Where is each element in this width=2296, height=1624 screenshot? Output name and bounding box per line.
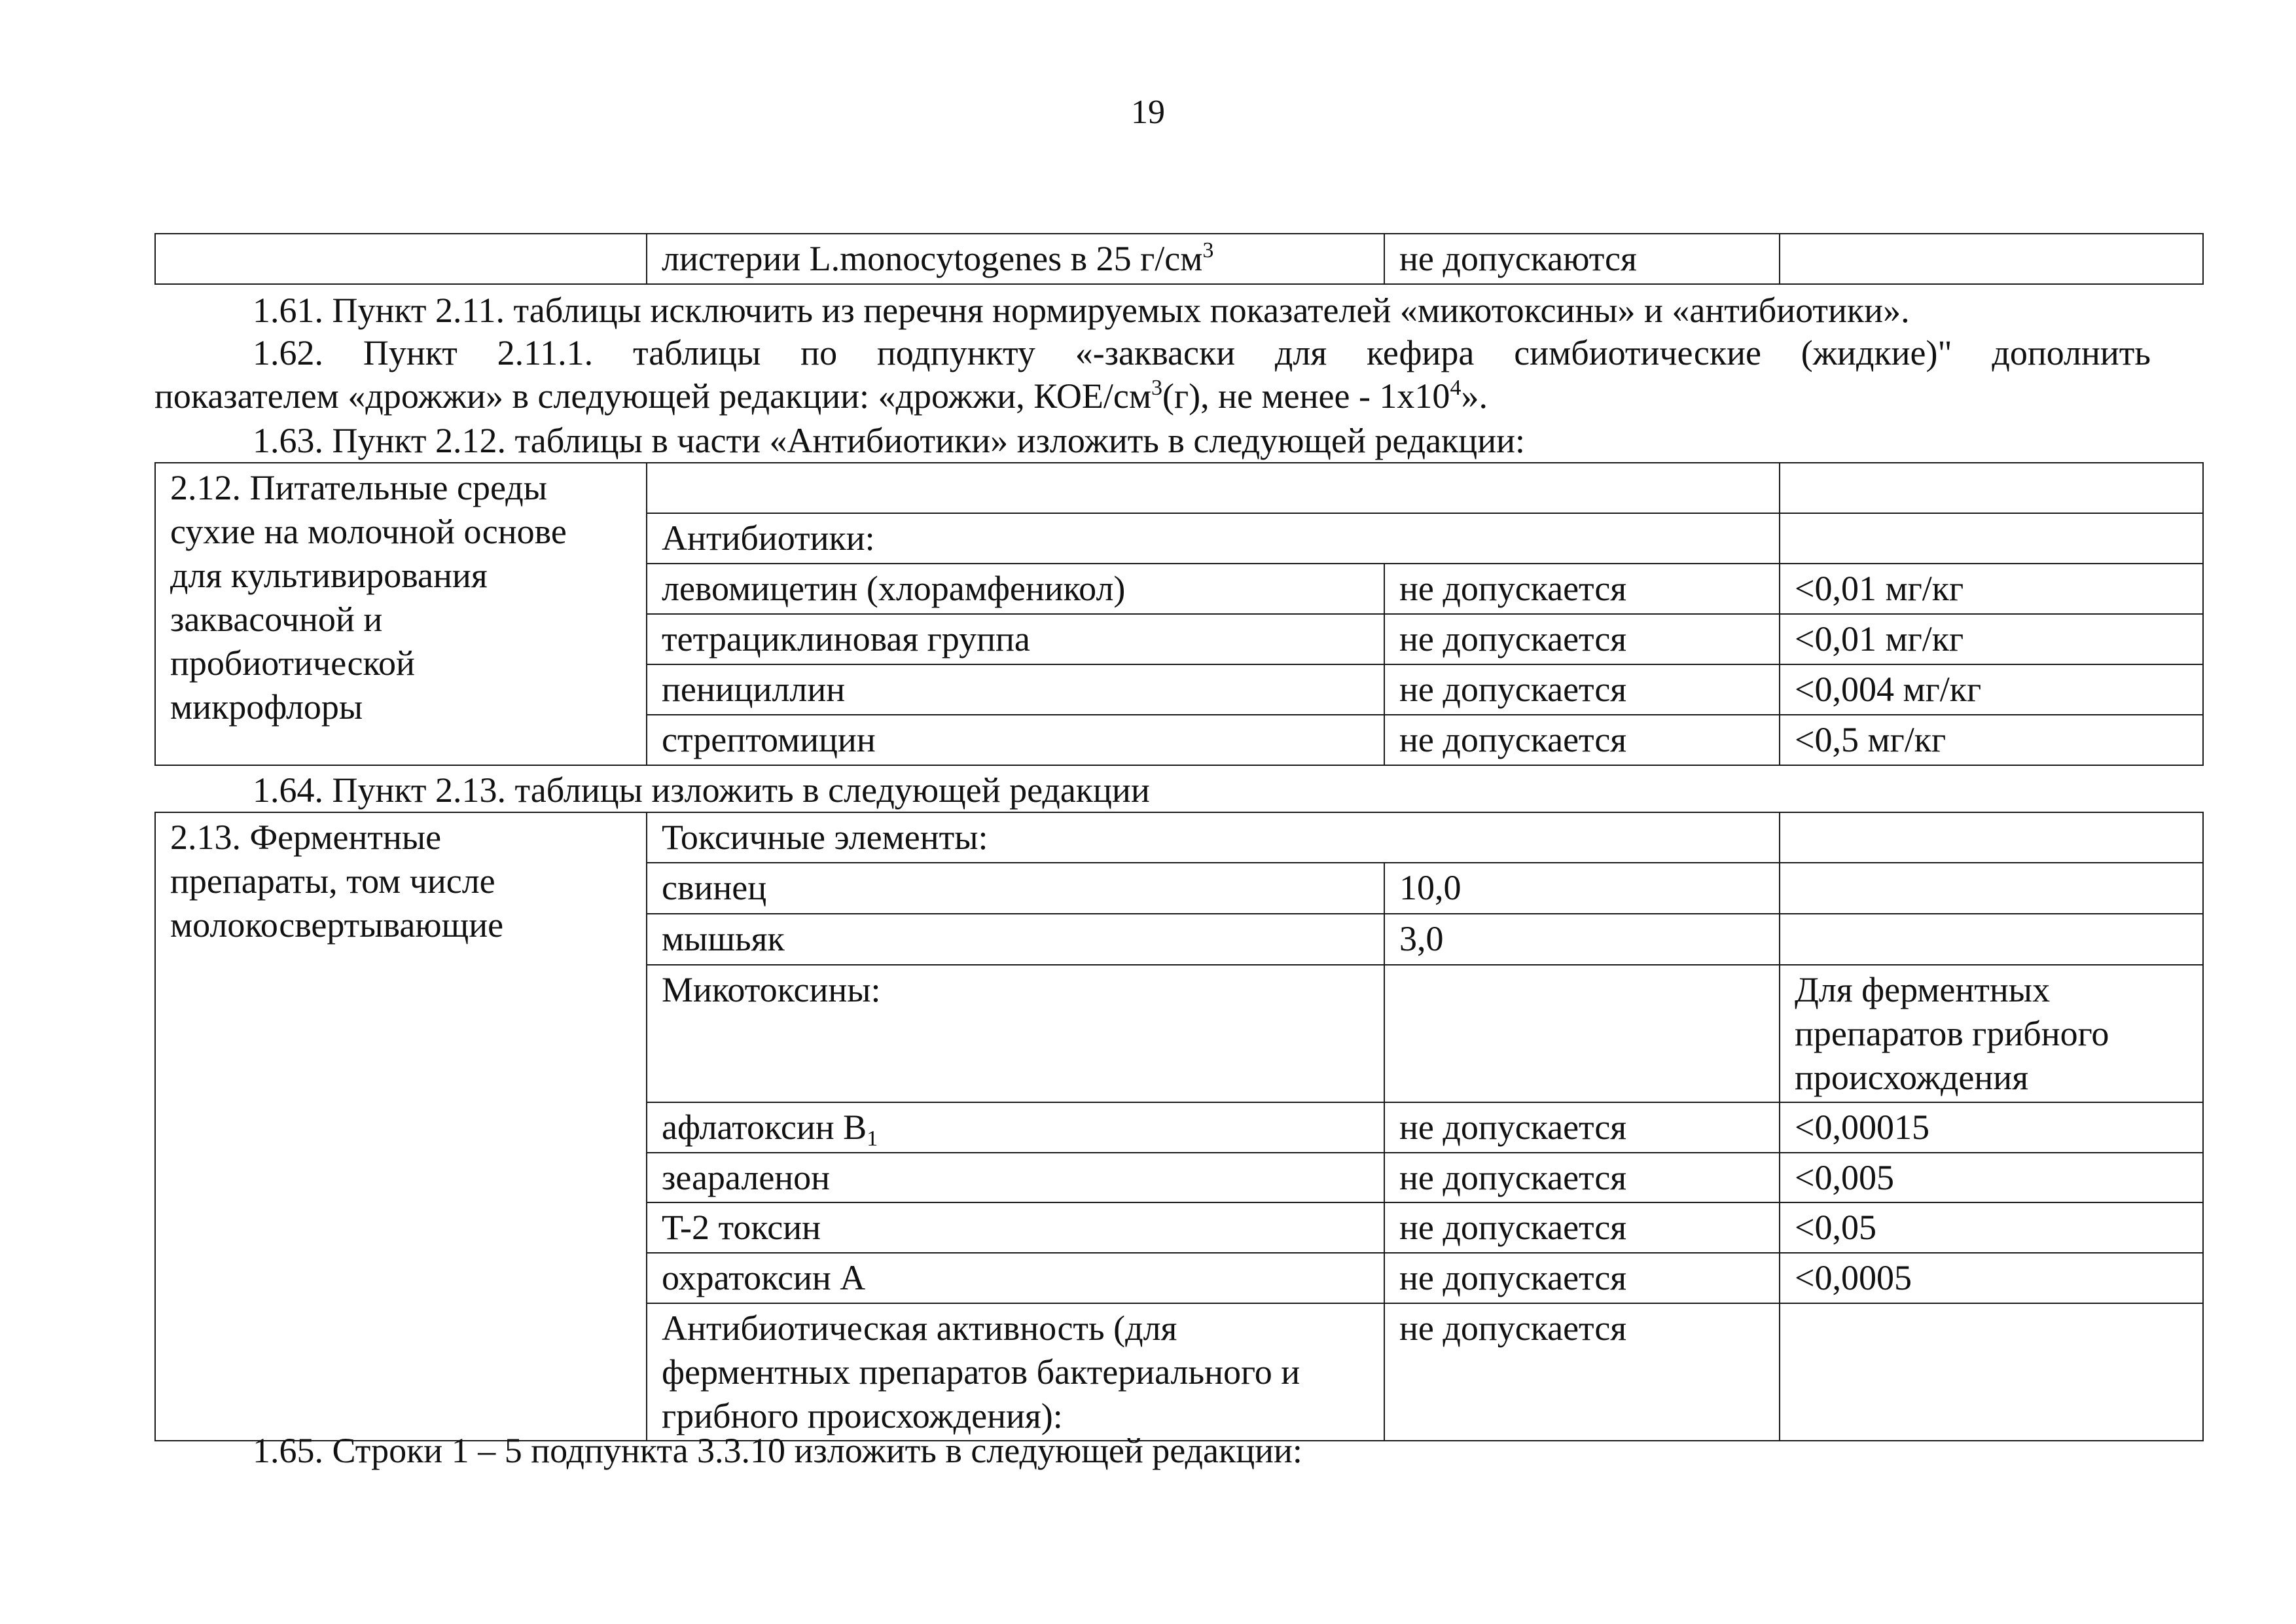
paragraph-1-63: 1.63. Пункт 2.12. таблицы в части «Антибиотики» изложить в следующей редакции: — [253, 421, 1525, 460]
indicator-cell: мышьяк — [647, 914, 1384, 965]
norm-cell: не допускается — [1384, 1303, 1780, 1441]
norm-cell: не допускается — [1384, 614, 1780, 664]
limit-cell: <0,005 — [1780, 1153, 2203, 1202]
norm-cell: не допускается — [1384, 1253, 1780, 1303]
limit-cell: <0,01 мг/кг — [1780, 614, 2203, 664]
table-row — [155, 234, 2203, 284]
group-header: Токсичные элементы: — [647, 812, 1780, 863]
limit-cell: <0,5 мг/кг — [1780, 715, 2203, 765]
norm-cell: не допускается — [1384, 664, 1780, 715]
empty-cell — [1780, 513, 2203, 564]
group-header: Микотоксины: — [647, 965, 1384, 1102]
indicator-cell: листерии L.monocytogenes в 25 $г/см^3$ — [647, 234, 1384, 284]
norm-cell: 10,0 — [1384, 863, 1780, 914]
limit-cell: <0,05 — [1780, 1202, 2203, 1253]
norm-cell: не допускается — [1384, 1202, 1780, 1253]
norm-cell: не допускается — [1384, 564, 1780, 614]
limit-cell: <0,00015 — [1780, 1102, 2203, 1153]
category-cell: 2.12. Питательные среды сухие на молочной основе для культивирования заквасочной и пробиотической микрофлоры — [155, 463, 647, 765]
table-row — [155, 463, 2203, 513]
category-cell — [155, 234, 647, 284]
limit-cell: <0,01 мг/кг — [1780, 564, 2203, 614]
limit-cell — [1780, 1303, 2203, 1441]
empty-cell — [647, 463, 1780, 513]
indicator-cell: Антибиотическая активность (для ферментных препаратов бактериального и грибного происхождения): — [647, 1303, 1384, 1441]
empty-cell — [1384, 965, 1780, 1102]
limit-cell: <0,004 мг/кг — [1780, 664, 2203, 715]
norm-cell: не допускаются — [1384, 234, 1780, 284]
indicator-cell: пенициллин — [647, 664, 1384, 715]
paragraph-1-62: 1.62. Пункт 2.11.1. таблицы по подпункту «-закваски для кефира симбиотические (жидкие)" дополнить показателем «дрожжи» в следующей редакции: «дрожжи, КОЕ/$см^3(г)$, не менее - $1x10^4$». — [154, 333, 2151, 416]
page-number: 19 — [1131, 94, 1165, 131]
norm-cell: не допускается — [1384, 1153, 1780, 1202]
norm-cell: не допускается — [1384, 715, 1780, 765]
empty-cell — [1780, 463, 2203, 513]
indicator-cell: свинец — [647, 863, 1384, 914]
indicator-cell: афлатоксин $B_1$ — [647, 1102, 1384, 1153]
limit-cell: <0,0005 — [1780, 1253, 2203, 1303]
limit-cell — [1780, 863, 2203, 914]
indicator-cell: охратоксин А — [647, 1253, 1384, 1303]
category-cell: 2.13. Ферментные препараты, том числе молокосвертывающие — [155, 812, 647, 1441]
norm-cell: не допускается — [1384, 1102, 1780, 1153]
table-row — [155, 812, 2203, 863]
indicator-cell: T-2 токсин — [647, 1202, 1384, 1253]
indicator-cell: тетрациклиновая группа — [647, 614, 1384, 664]
paragraph-1-65: 1.65. Строки 1 – 5 подпункта 3.3.10 изложить в следующей редакции: — [253, 1431, 1302, 1470]
empty-cell — [1780, 812, 2203, 863]
norm-cell: 3,0 — [1384, 914, 1780, 965]
paragraph-1-64: 1.64. Пункт 2.13. таблицы изложить в следующей редакции — [253, 770, 1150, 810]
note-cell: Для ферментных препаратов грибного происхождения — [1780, 965, 2203, 1102]
paragraph-1-61: 1.61. Пункт 2.11. таблицы исключить из перечня нормируемых показателей «микотоксины» и «антибиотики». — [253, 291, 1910, 330]
table-2-13 — [154, 812, 2204, 1441]
indicator-cell: зеараленон — [647, 1153, 1384, 1202]
indicator-cell: стрептомицин — [647, 715, 1384, 765]
limit-cell — [1780, 234, 2203, 284]
group-header: Антибиотики: — [647, 513, 1780, 564]
table-continuation — [154, 233, 2204, 285]
table-2-12 — [154, 462, 2204, 766]
indicator-cell: левомицетин (хлорамфеникол) — [647, 564, 1384, 614]
limit-cell — [1780, 914, 2203, 965]
